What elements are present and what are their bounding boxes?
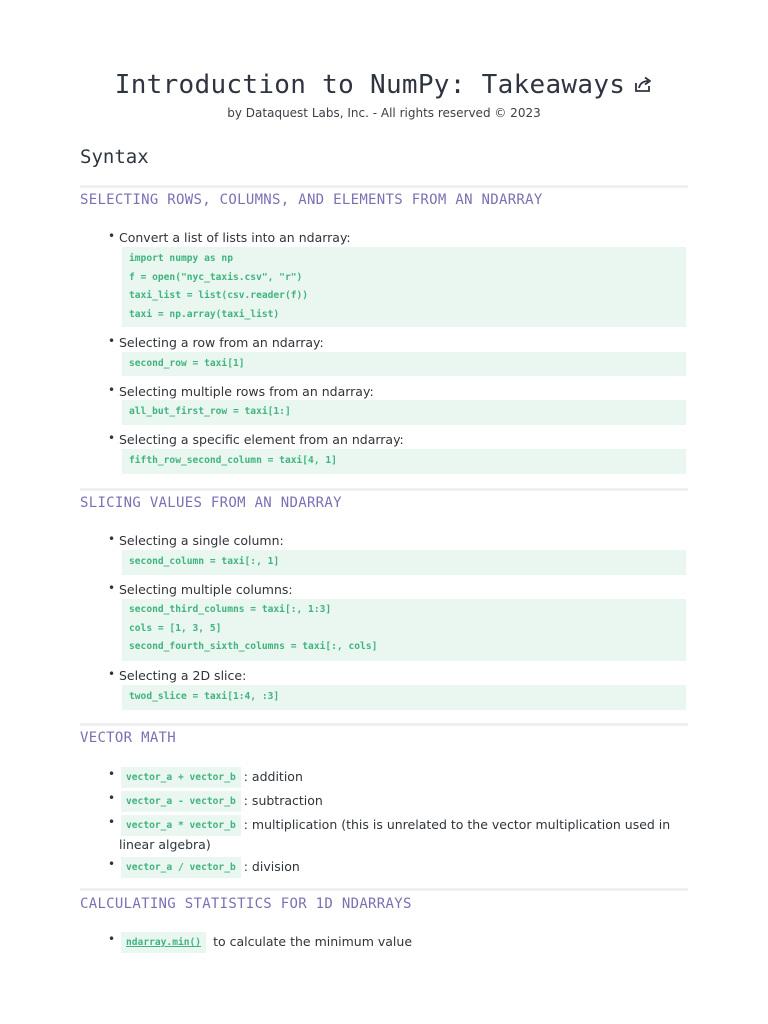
section-divider [80, 185, 688, 188]
item-description: : subtraction [243, 793, 323, 808]
code-block [122, 400, 686, 425]
code-block [122, 550, 686, 575]
bullet: • [108, 815, 116, 829]
section-heading-statistics: CALCULATING STATISTICS FOR 1D NDARRAYS [80, 896, 412, 912]
item-description: : multiplication (this is unrelated to the vector multiplication used in linear algebra) [119, 817, 671, 852]
section-divider [80, 723, 688, 726]
syntax-heading: Syntax [80, 146, 149, 168]
code-line: import numpy as np [129, 253, 233, 264]
section-divider [80, 488, 688, 491]
section-heading-selecting: SELECTING ROWS, COLUMNS, AND ELEMENTS FROM AN NDARRAY [80, 192, 543, 208]
item-text: Selecting a specific element from an ndarray: [119, 432, 404, 447]
inline-code: vector_a * vector_b [121, 815, 241, 836]
bullet: • [108, 334, 116, 348]
bullet: • [108, 229, 116, 243]
code-line: second_fourth_sixth_columns = taxi[:, cols] [129, 641, 378, 652]
code-block [122, 599, 686, 661]
item-text: Selecting a single column: [119, 533, 284, 548]
item-text: Selecting a 2D slice: [119, 668, 247, 683]
code-line: second_column = taxi[:, 1] [129, 556, 280, 567]
item-text: Selecting multiple columns: [119, 582, 293, 597]
item-text [119, 815, 687, 853]
item-text: Convert a list of lists into an ndarray: [119, 230, 351, 245]
page-header [0, 70, 768, 100]
section-heading-slicing: SLICING VALUES FROM AN NDARRAY [80, 495, 342, 511]
inline-code: vector_a - vector_b [121, 791, 241, 812]
code-block [122, 247, 686, 327]
item-description: : addition [243, 769, 303, 784]
bullet: • [108, 383, 116, 397]
bullet: • [108, 932, 116, 946]
byline: by Dataquest Labs, Inc. - All rights reserved © 2023 [227, 106, 541, 120]
item-text [119, 767, 687, 788]
bullet: • [108, 767, 116, 781]
code-line: second_third_columns = taxi[:, 1:3] [129, 604, 332, 615]
bullet: • [108, 431, 116, 445]
code-block [122, 685, 686, 710]
page-title: Introduction to NumPy: Takeaways [114, 70, 626, 100]
item-text: Selecting multiple rows from an ndarray: [119, 384, 374, 399]
code-block [122, 352, 686, 376]
item-text [119, 932, 687, 953]
bullet: • [108, 532, 116, 546]
item-text [119, 791, 687, 812]
code-line: f = open("nyc_taxis.csv", "r") [129, 272, 303, 283]
code-line: second_row = taxi[1] [129, 358, 245, 369]
bullet: • [108, 791, 116, 805]
code-line: fifth_row_second_column = taxi[4, 1] [129, 455, 337, 466]
share-icon[interactable] [633, 74, 653, 94]
code-block [122, 449, 686, 474]
item-description: : division [243, 859, 300, 874]
item-description: to calculate the minimum value [213, 934, 413, 949]
inline-code: vector_a + vector_b [121, 767, 241, 788]
ndarray-min-link[interactable]: ndarray.min() [121, 932, 206, 953]
section-heading-vector-math: VECTOR MATH [80, 730, 177, 746]
code-line: taxi_list = list(csv.reader(f)) [129, 290, 309, 301]
code-line: taxi = np.array(taxi_list) [129, 309, 280, 320]
section-divider [80, 888, 688, 891]
bullet: • [108, 857, 116, 871]
bullet: • [108, 667, 116, 681]
inline-code: vector_a / vector_b [121, 857, 241, 878]
item-text: Selecting a row from an ndarray: [119, 335, 324, 350]
code-line: twod_slice = taxi[1:4, :3] [129, 691, 280, 702]
code-line: cols = [1, 3, 5] [129, 623, 222, 634]
item-text [119, 857, 687, 878]
code-line: all_but_first_row = taxi[1:] [129, 406, 291, 417]
bullet: • [108, 581, 116, 595]
